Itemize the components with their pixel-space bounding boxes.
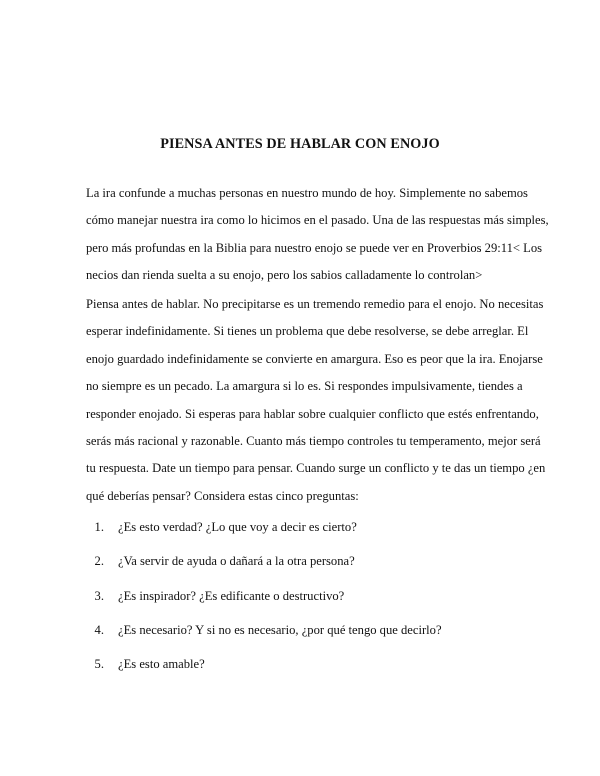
intro-paragraph xyxy=(86,180,549,290)
paragraph-line: pero más profundas en la Biblia para nuestro enojo se puede ver en Proverbios 29:11< Los xyxy=(86,240,543,255)
page-title: PIENSA ANTES DE HABLAR CON ENOJO xyxy=(160,136,440,152)
paragraph-line: qué deberías pensar? Considera estas cinco preguntas: xyxy=(86,488,359,503)
paragraph-line: tu respuesta. Date un tiempo para pensar. Cuando surge un conflicto y te das un tiempo ¿en xyxy=(86,461,546,476)
body-paragraph xyxy=(86,291,546,510)
paragraph-line: esperar indefinidamente. Si tienes un problema que debe resolverse, se debe arreglar. El xyxy=(86,324,529,339)
list-number: 1. xyxy=(94,520,104,534)
list-item-text: ¿Va servir de ayuda o dañará a la otra persona? xyxy=(118,554,355,569)
list-item xyxy=(86,552,442,586)
list-number: 4. xyxy=(94,622,104,637)
list-number: 2. xyxy=(94,554,104,569)
list-item xyxy=(86,621,442,655)
paragraph-line: no siempre es un pecado. La amargura si lo es. Si respondes impulsivamente, tiendes a xyxy=(86,379,523,394)
paragraph-line: La ira confunde a muchas personas en nuestro mundo de hoy. Simplemente no sabemos xyxy=(86,186,528,200)
list-item xyxy=(86,655,442,689)
list-item-text: ¿Es necesario? Y si no es necesario, ¿por qué tengo que decirlo? xyxy=(118,622,442,637)
list-item xyxy=(86,587,442,621)
list-number: 5. xyxy=(94,657,104,672)
paragraph-line: serás más racional y razonable. Cuanto más tiempo controles tu temperamento, mejor será xyxy=(86,434,541,449)
paragraph-line: enojo guardado indefinidamente se convierte en amargura. Eso es peor que la ira. Enojarse xyxy=(86,351,543,366)
paragraph-line: Piensa antes de hablar. No precipitarse es un tremendo remedio para el enojo. No necesitas xyxy=(86,297,544,311)
list-item-text: ¿Es esto verdad? ¿Lo que voy a decir es cierto? xyxy=(118,520,357,534)
questions-list xyxy=(86,518,442,689)
paragraph-line: necios dan rienda suelta a su enojo, pero los sabios calladamente lo controlan> xyxy=(86,268,483,283)
paragraph-line: responder enojado. Si esperas para hablar sobre cualquier conflicto que estés enfrentando, xyxy=(86,406,539,421)
list-item xyxy=(86,518,442,552)
list-item-text: ¿Es inspirador? ¿Es edificante o destructivo? xyxy=(118,588,345,603)
list-item-text: ¿Es esto amable? xyxy=(118,657,205,672)
paragraph-line: cómo manejar nuestra ira como lo hicimos en el pasado. Una de las respuestas más simples, xyxy=(86,213,549,228)
list-number: 3. xyxy=(94,588,104,603)
